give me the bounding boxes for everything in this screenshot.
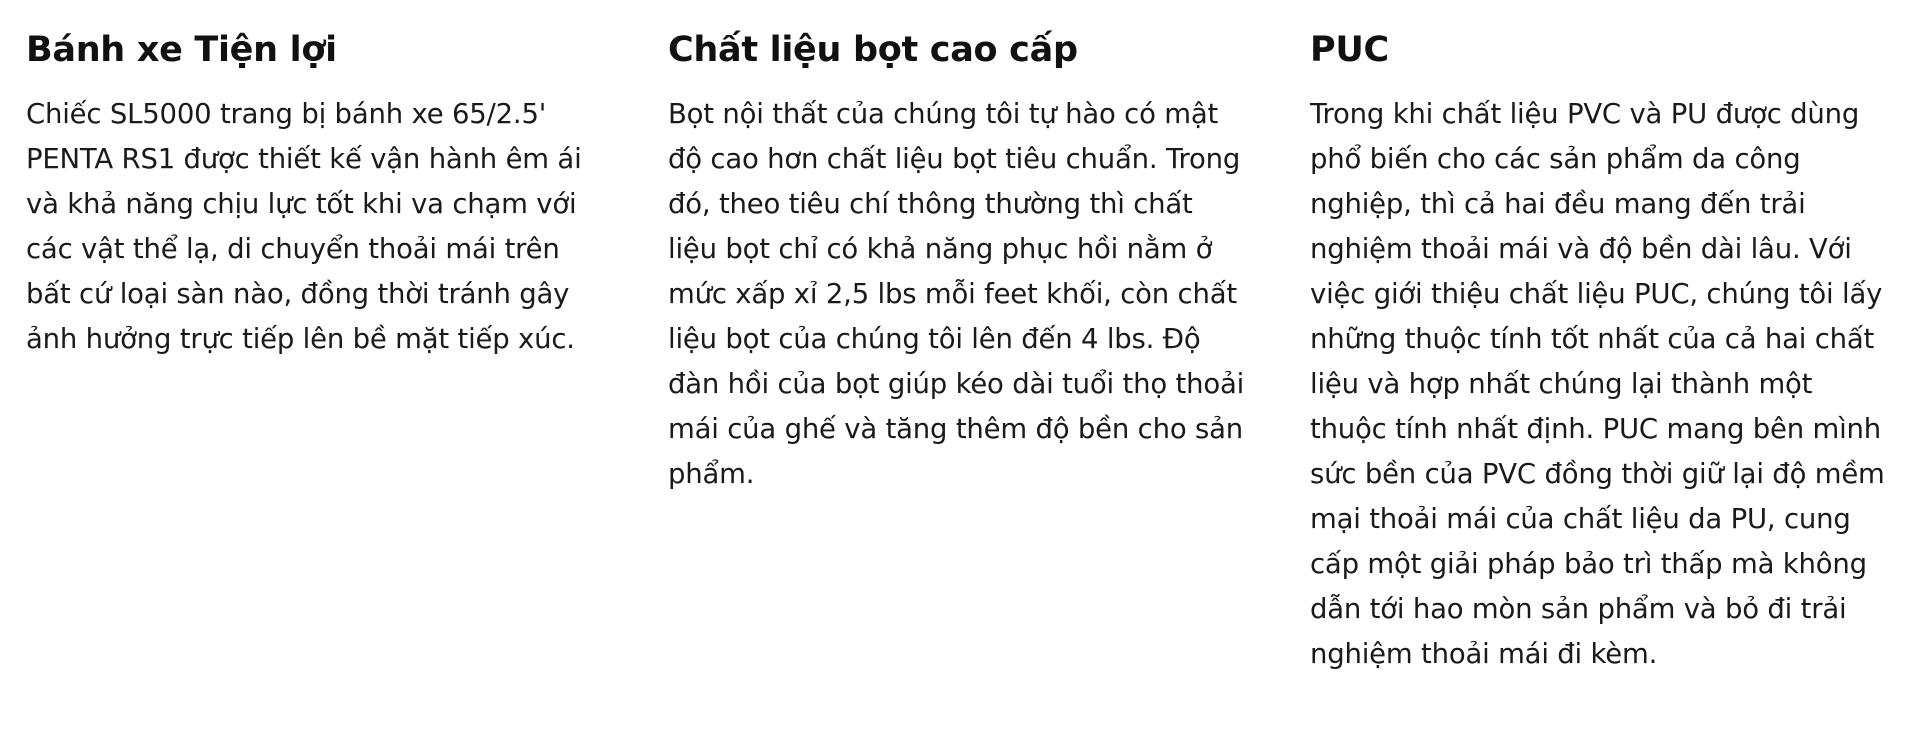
feature-columns [26, 26, 1896, 677]
feature-title: PUC [1310, 30, 1389, 70]
feature-column-puc [1310, 26, 1896, 677]
feature-description: Chiếc SL5000 trang bị bánh xe 65/2.5' PENTA RS1 được thiết kế vận hành êm ái và khả năng chịu lực tốt khi va chạm với các vật thể lạ, di chuyển thoải mái trên bất cứ loại sàn nào, đồng thời tránh gây ảnh hưởng trực tiếp lên bề mặt tiếp xúc. [26, 98, 582, 355]
feature-column-foam [668, 26, 1310, 677]
feature-title: Bánh xe Tiện lợi [26, 30, 337, 70]
feature-description: Bọt nội thất của chúng tôi tự hào có mật độ cao hơn chất liệu bọt tiêu chuẩn. Trong đó, theo tiêu chí thông thường thì chất liệu bọt chỉ có khả năng phục hồi nằm ở mức xấp xỉ 2,5 lbs mỗi feet khối, còn chất liệu bọt của chúng tôi lên đến 4 lbs. Độ đàn hồi của bọt giúp kéo dài tuổi thọ thoải mái của ghế và tăng thêm độ bền cho sản phẩm. [668, 98, 1245, 490]
feature-description: Trong khi chất liệu PVC và PU được dùng phổ biến cho các sản phẩm da công nghiệp, thì cả hai đều mang đến trải nghiệm thoải mái và độ bền dài lâu. Với việc giới thiệu chất liệu PUC, chúng tôi lấy những thuộc tính tốt nhất của cả hai chất liệu và hợp nhất chúng lại thành một thuộc tính nhất định. PUC mang bên mình sức bền của PVC đồng thời giữ lại độ mềm mại thoải mái của chất liệu da PU, cung cấp một giải pháp bảo trì thấp mà không dẫn tới hao mòn sản phẩm và bỏ đi trải nghiệm thoải mái đi kèm. [1310, 98, 1885, 670]
feature-title: Chất liệu bọt cao cấp [668, 30, 1078, 70]
feature-column-wheels [26, 26, 668, 677]
